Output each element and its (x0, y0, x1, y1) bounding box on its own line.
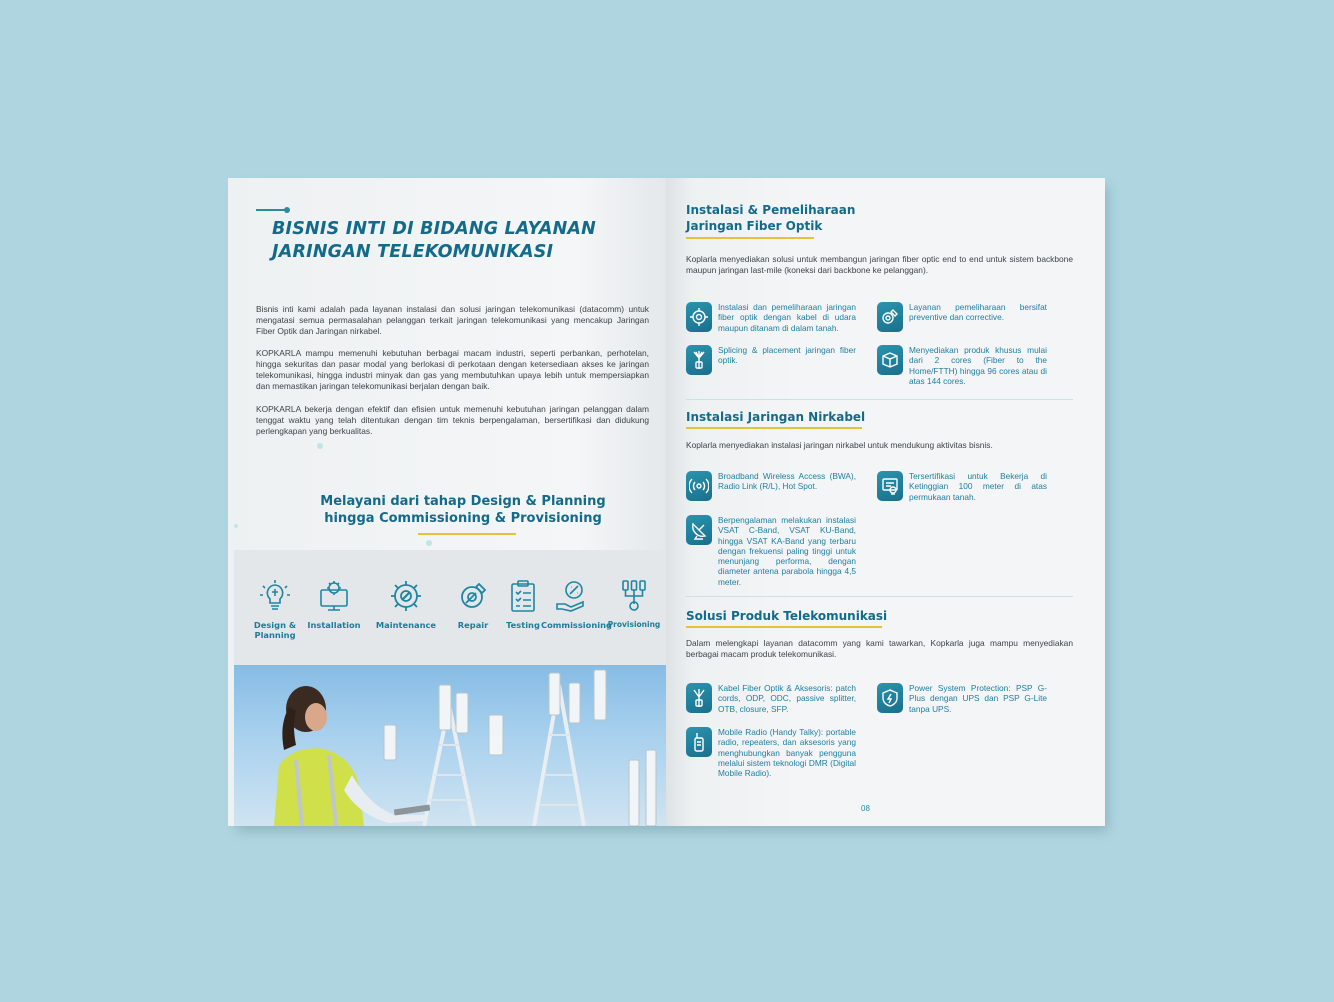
paragraph-2: KOPKARLA mampu memenuhi kebutuhan berbagai macam industri, seperti perbankan, perhotelan, hingga sekuritas dan pasar modal yang berlokasi di perkotaan dengan ketersediaan akses ke jaringan telekomunikasi, hingga industri minyak dan gas yang membutuhkan upaya lebih untuk mempersiapkan dan memastikan jaringan telekomunikasi berjalan dengan baik. (256, 348, 649, 391)
gear-wrench-icon (388, 578, 424, 614)
title-line-1: BISNIS INTI DI BIDANG LAYANAN (272, 219, 597, 239)
satellite-dish-icon (686, 515, 712, 545)
section-title-products: Solusi Produk Telekomunikasi (686, 609, 888, 623)
computer-gear-icon (316, 578, 352, 614)
lightbulb-icon (257, 578, 293, 614)
section-underline (686, 427, 862, 429)
page-title (272, 218, 652, 264)
technician-photo (234, 665, 666, 826)
fiber-cable-icon (686, 683, 712, 713)
section-title-wireless: Instalasi Jaringan Nirkabel (686, 410, 866, 424)
service-label: Provisioning (607, 620, 661, 629)
decorative-dot (284, 207, 290, 213)
service-maintenance (375, 578, 437, 630)
fiber-strand-icon (686, 345, 712, 375)
decorative-dot (426, 540, 432, 546)
service-label: Maintenance (375, 620, 437, 630)
service-commissioning (541, 578, 612, 630)
item-text: Berpengalaman melakukan instalasi VSAT C-Band, VSAT KU-Band, hingga VSAT KA-Band yang terbaru dengan frekuensi paling tinggi untuk menunjang performa, dengan diameter antena parabola hingga 4,5 meter. (718, 515, 856, 587)
tagline-underline (418, 533, 516, 535)
title-line-2: JARINGAN TELEKOMUNIKASI (272, 242, 554, 262)
paragraph-1: Bisnis inti kami adalah pada layanan instalasi dan solusi jaringan telekomunikasi (datacomm) untuk mengatasi semua permasalahan pelanggan terkait jaringan telekomunikasi yang mencakup Jaringan Fiber Optik dan Jaringan nirkabel. (256, 304, 649, 336)
maintenance-icon (877, 302, 903, 332)
tagline-line-2: hingga Commissioning & Provisioning (324, 510, 602, 526)
service-label: Testing (506, 620, 540, 630)
handy-talky-icon (686, 727, 712, 757)
certificate-icon (877, 471, 903, 501)
section-divider (686, 596, 1073, 597)
section-desc-wireless: Koplarla menyediakan instalasi jaringan nirkabel untuk mendukung aktivitas bisnis. (686, 440, 993, 450)
decorative-dot (234, 524, 238, 528)
product-box-icon (877, 345, 903, 375)
tagline-line-1: Melayani dari tahap Design & Planning (320, 494, 606, 509)
service-label: Repair (457, 620, 489, 630)
decorative-line (256, 209, 286, 211)
power-shield-icon (877, 683, 903, 713)
item-text: Power System Protection: PSP G-Plus dengan UPS dan PSP G-Lite tanpa UPS. (909, 683, 1047, 714)
service-installation (303, 578, 365, 630)
service-strip (234, 550, 666, 665)
repair-icon (455, 578, 491, 614)
item-text: Kabel Fiber Optik & Aksesoris: patch cords, ODP, ODC, passive splitter, OTB, closure, SFP. (718, 683, 856, 714)
hand-percent-icon (554, 578, 590, 614)
section-title-line: Instalasi & Pemeliharaan (686, 203, 856, 217)
left-page (228, 178, 666, 826)
service-design-planning (244, 578, 306, 640)
tagline (268, 494, 658, 527)
clipboard-icon (505, 578, 541, 614)
right-page (666, 178, 1105, 826)
item-text: Splicing & placement jaringan fiber optik. (718, 345, 856, 366)
decorative-dot (317, 443, 323, 449)
item-text: Instalasi dan pemeliharaan jaringan fiber optik dengan kabel di udara maupun ditanam di dalam tanah. (718, 302, 856, 333)
item-text: Mobile Radio (Handy Talky): portable radio, repeaters, dan aksesoris yang menghubungkan banyak pengguna melalui sistem teknologi DMR (Digital Mobile Radio). (718, 727, 856, 779)
section-divider (686, 399, 1073, 400)
service-label: Commissioning (541, 620, 612, 630)
item-text: Menyediakan produk khusus mulai dari 2 cores (Fiber to the Home/FTTH) hingga 96 cores atau di atas 144 cores. (909, 345, 1047, 386)
section-title-fiber (686, 202, 855, 234)
page-number: 08 (861, 804, 870, 813)
service-label: Installation (307, 620, 361, 630)
section-underline (686, 237, 814, 239)
section-desc-fiber: Koplarla menyediakan solusi untuk membangun jaringan fiber optic end to end untuk sistem backbone maupun jaringan last-mile (koneksi dari backbone ke pelanggan). (686, 254, 1073, 275)
item-text: Broadband Wireless Access (BWA), Radio Link (R/L), Hot Spot. (718, 471, 856, 492)
item-text: Tersertifikasi untuk Bekerja di Ketinggian 100 meter di atas permukaan tanah. (909, 471, 1047, 502)
section-title-line: Jaringan Fiber Optik (686, 219, 823, 233)
network-icon (616, 578, 652, 614)
section-desc-products: Dalam melengkapi layanan datacomm yang kami tawarkan, Kopkarla juga mampu menyediakan berbagai macam produk telekomunikasi. (686, 638, 1073, 659)
item-text: Layanan pemeliharaan bersifat preventive dan corrective. (909, 302, 1047, 323)
wireless-signal-icon (686, 471, 712, 501)
fiber-gear-icon (686, 302, 712, 332)
service-provisioning (604, 578, 664, 630)
paragraph-3: KOPKARLA bekerja dengan efektif dan efisien untuk memenuhi kebutuhan jaringan pelanggan dalam tenggat waktu yang telah ditentukan dengan tim teknis berpengalaman, bersertifikasi dan didukung perlengkapan yang berkualitas. (256, 404, 649, 436)
section-underline (686, 626, 882, 628)
service-label: Design & Planning (253, 620, 297, 640)
page-number: 07 (460, 804, 469, 813)
